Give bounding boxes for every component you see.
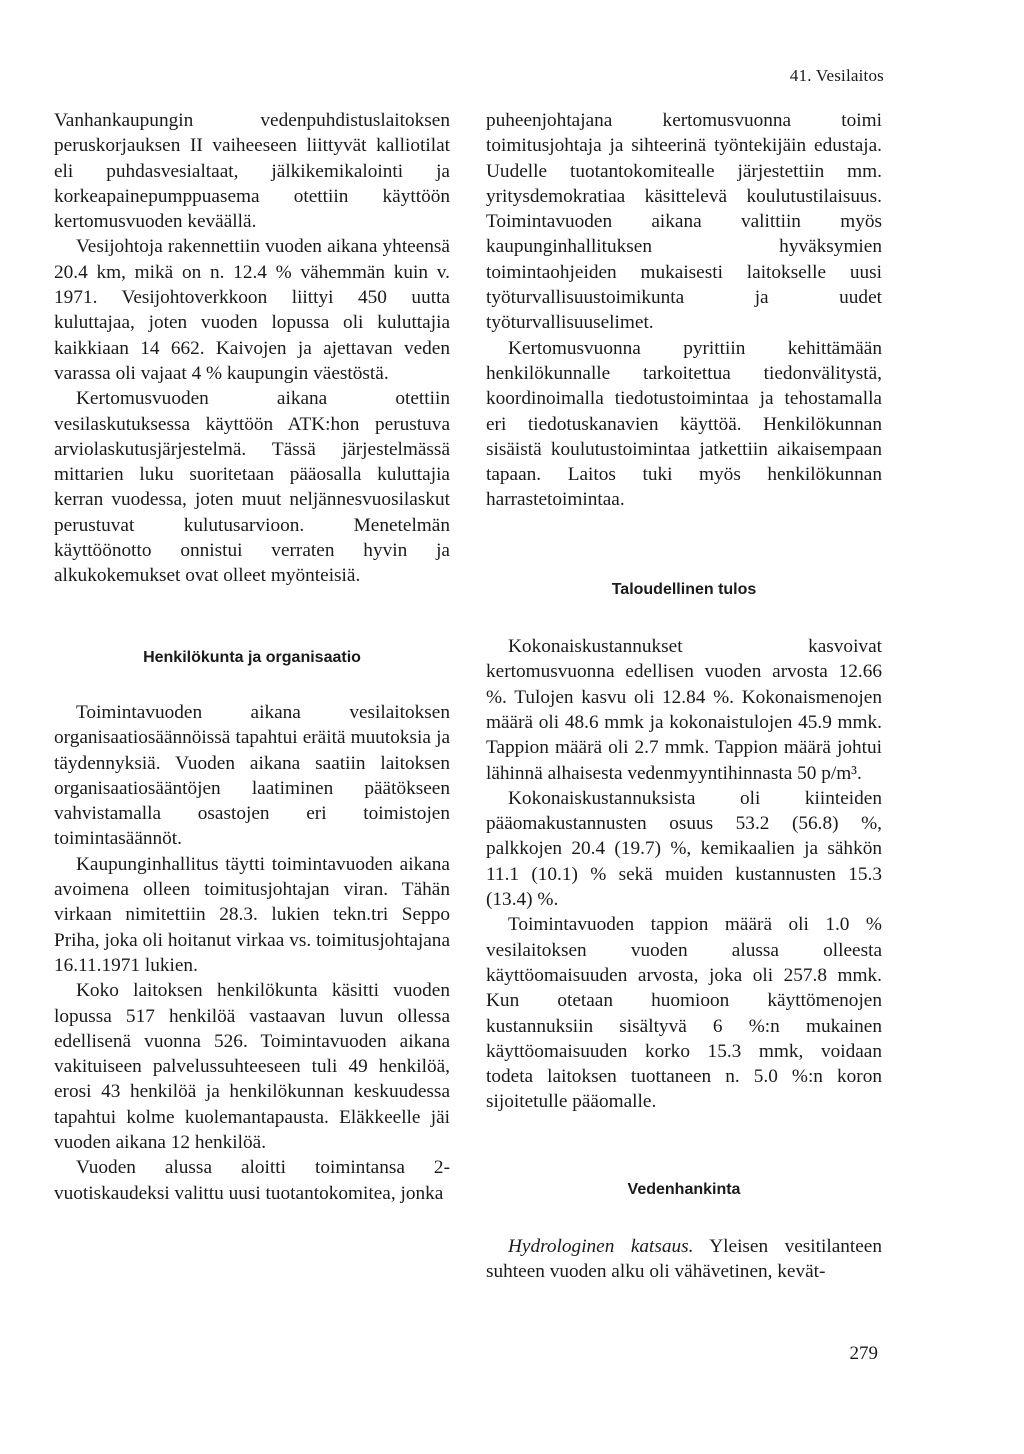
paragraph: Vanhankaupungin vedenpuhdistuslaitoksen peruskorjauksen II vaiheeseen liittyvät kalliotilat eli puhdasvesialtaat, jälkikemikalointi ja korkeapainepumppuasema otettiin käyttöön kertomusvuoden keväällä. xyxy=(54,110,450,233)
left-column xyxy=(54,108,450,1206)
paragraph: Kaupunginhallitus täytti toimintavuoden aikana avoimena olleen toimitusjohtajan viran. Tähän virkaan nimitettiin 28.3. lukien tekn.tri Seppo Priha, joka oli hoitanut virkaa vs. toimitusjohtajana 16.11.1971 lukien. xyxy=(54,853,450,976)
section-heading-talous: Taloudellinen tulos xyxy=(611,580,757,598)
paragraph: Toimintavuoden tappion määrä oli 1.0 % vesilaitoksen vuoden alussa olleesta käyttöomaisuuden arvosta, joka oli 257.8 mmk. Kun otetaan huomioon käyttömenojen kustannuksiin sisältyvä 6 %:n mukainen käyttöomaisuuden korko 15.3 mmk, voidaan todeta laitoksen tuottaneen n. 5.0 %:n koron sijoitetulle pääomalle. xyxy=(486,914,882,1113)
paragraph: Kertomusvuoden aikana otettiin vesilaskutuksessa käyttöön ATK:hon perustuva arviolaskutusjärjestelmä. Tässä järjestelmässä mittarien luku suoritetaan pääosalla kuluttajia kerran vuodessa, joten muut neljännesvuosilaskut perustuvat kulutusarvioon. Menetelmän käyttöönotto onnistui verraten hyvin ja alkukokemukset ovat olleet myönteisiä. xyxy=(54,388,450,587)
paragraph: Koko laitoksen henkilökunta käsitti vuoden lopussa 517 henkilöä vastaavan luvun ollessa edellisenä vuonna 526. Toimintavuoden aikana vakituiseen palvelussuhteeseen tuli 49 henkilöä, erosi 43 henkilöä ja henkilökunnan keskuudessa tapahtui kolme kuolemantapausta. Eläkkeelle jäi vuoden aikana 12 henkilöä. xyxy=(54,980,450,1153)
paragraph: Kokonaiskustannuksista oli kiinteiden pääomakustannusten osuus 53.2 (56.8) %, palkkojen 20.4 (19.7) %, kemikaalien ja sähkön 11.1 (10.1) % sekä muiden kustannusten 15.3 (13.4) %. xyxy=(486,787,882,911)
paragraph: Kokonaiskustannukset kasvoivat kertomusvuonna edellisen vuoden arvosta 12.66 %. Tulojen kasvu oli 12.84 %. Kokonaismenojen määrä oli 48.6 mmk ja kokonaistulojen 45.9 mmk. Tappion määrä oli 2.7 mmk. Tappion määrä johtui lähinnä alhaisesta vedenmyyntihinnasta 50 p/m³. xyxy=(486,636,882,784)
paragraph: puheenjohtajana kertomusvuonna toimi toimitusjohtaja ja sihteerinä työntekijäin edustaja. Uudelle tuotantokomitealle järjestettiin mm. yritysdemokratiaa käsittelevä koulutustilaisuus. Toimintavuoden aikana valittiin myös kaupunginhallituksen hyväksymien toimintaohjeiden mukaisesti laitokselle uusi työturvallisuustoimikunta ja uudet työturvallisuuselimet. xyxy=(486,110,882,334)
running-header: 41. Vesilaitos xyxy=(789,66,884,85)
paragraph xyxy=(486,1234,882,1285)
paragraph: Kertomusvuonna pyrittiin kehittämään henkilökunnalle tarkoitettua tiedonvälitystä, koordinoimalla tiedotustoimintaa ja tehostamalla eri tiedotuskanavien käyttöä. Henkilökunnan sisäistä koulutustoimintaa jatkettiin aikaisempaan tapaan. Laitos tuki myös henkilökunnan harrastetoimintaa. xyxy=(486,337,882,511)
paragraph: Vesijohtoja rakennettiin vuoden aikana yhteensä 20.4 km, mikä on n. 12.4 % vähemmän kuin v. 1971. Vesijohtoverkkoon liittyi 450 uutta kuluttajaa, joten vuoden lopussa oli kuluttajia kaikkiaan 14 662. Kaivojen ja ajettavan veden varassa oli vajaat 4 % kaupungin väestöstä. xyxy=(54,236,450,384)
paragraph-text: Yleisen vesitilanteen suhteen vuoden alku oli vähävetinen, kevät- xyxy=(486,1235,883,1283)
right-column xyxy=(486,108,882,1285)
page-number: 279 xyxy=(849,1343,878,1364)
italic-lead: Hydrologinen katsaus. xyxy=(508,1235,694,1257)
section-heading-vedenhankinta: Vedenhankinta xyxy=(627,1180,741,1198)
section-heading-henkilokunta: Henkilökunta ja organisaatio xyxy=(143,648,361,666)
paragraph: Vuoden alussa aloitti toimintansa 2-vuotiskaudeksi valittu uusi tuotantokomitea, jonka xyxy=(54,1157,450,1204)
paragraph: Toimintavuoden aikana vesilaitoksen organisaatiosäännöissä tapahtui eräitä muutoksia ja täydennyksiä. Vuoden aikana saatiin laitoksen organisaatiosääntöjen laatiminen päätökseen vahvistamalla osastojen eri toimistojen toimintasäännöt. xyxy=(54,701,450,850)
